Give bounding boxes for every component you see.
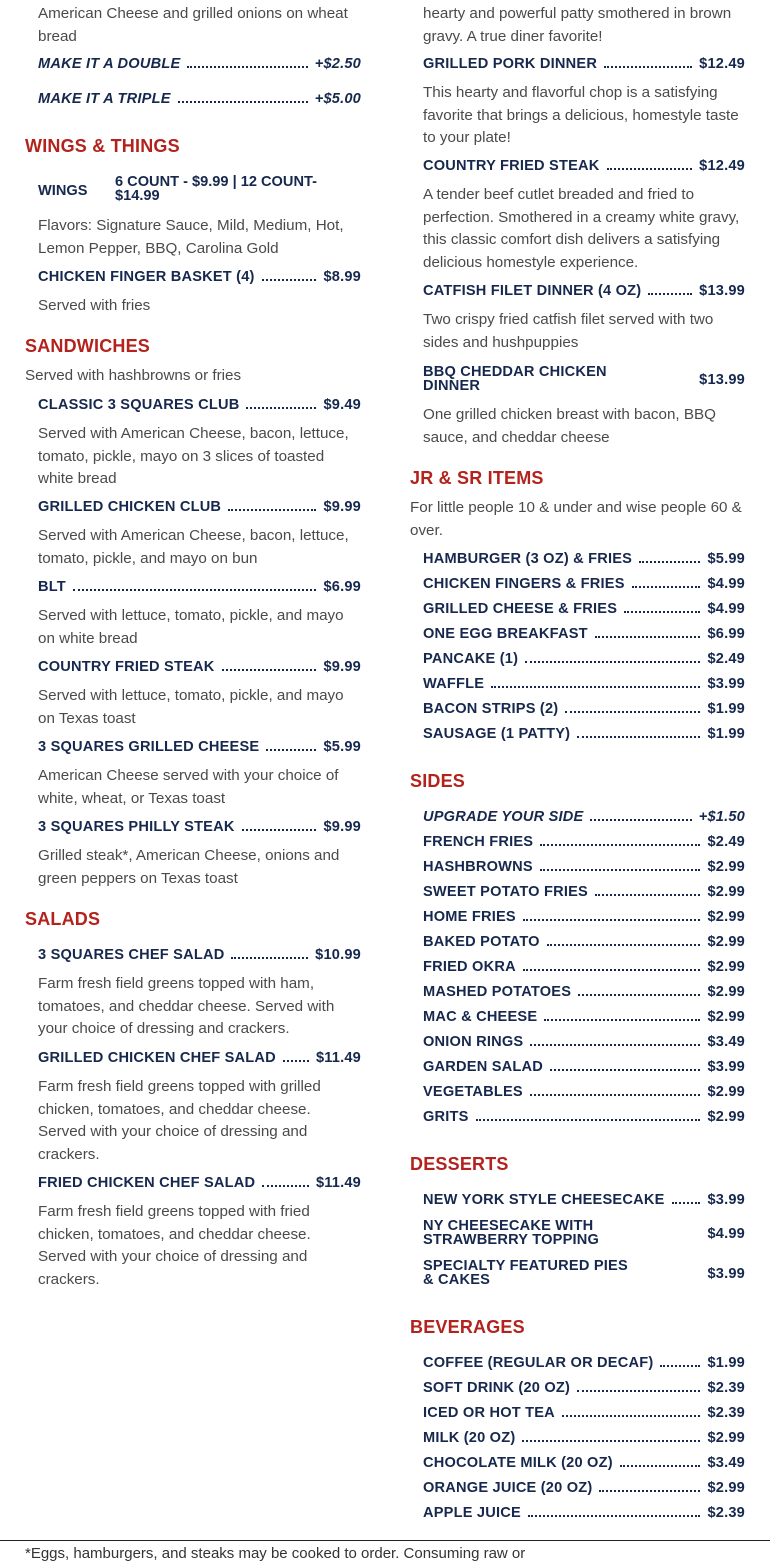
item-name: MILK (20 OZ) [423,1430,516,1446]
menu-item-mashed-potatoes[interactable] [423,984,745,1000]
dot-leader [639,561,700,563]
item-description: Farm fresh field greens topped with grilled chicken, tomatoes, and cheddar cheese. Served with your choice of dressing and crackers. [38,1078,321,1163]
item-name: FRIED OKRA [423,959,516,975]
item-price: $11.49 [315,1175,361,1191]
menu-item-chicken-finger-basket[interactable] [38,269,361,285]
item-price: $2.99 [707,1084,745,1100]
item-name: BAKED POTATO [423,934,540,950]
menu-item-onion-rings[interactable] [423,1034,745,1050]
dot-leader [648,293,692,295]
item-price: $5.99 [323,739,361,755]
item-price: $4.99 [707,1226,745,1242]
item-price: $2.99 [707,1009,745,1025]
item-price: $13.99 [699,283,745,299]
dot-leader [187,66,307,68]
item-description: American Cheese and grilled onions on wheat bread [38,5,348,45]
dot-leader [266,749,316,751]
menu-item-hashbrowns[interactable] [423,859,745,875]
item-price: $2.99 [707,859,745,875]
section-heading-wings-things: WINGS & THINGS [25,136,180,156]
item-name: CHOCOLATE MILK (20 OZ) [423,1455,613,1471]
item-name: SOFT DRINK (20 OZ) [423,1380,571,1396]
section-heading-desserts: DESSERTS [410,1154,509,1174]
item-name: GRILLED CHEESE & FRIES [423,601,618,617]
item-price: $4.99 [707,576,745,592]
item-name: WINGS [38,183,88,199]
item-price: $2.99 [707,984,745,1000]
item-price: $2.99 [707,934,745,950]
item-price: $2.39 [707,1405,745,1421]
menu-item-blt[interactable] [38,579,361,595]
dot-leader [607,168,693,170]
item-name: CLASSIC 3 SQUARES CLUB [38,397,240,413]
dot-leader [522,1440,700,1442]
item-price: 6 COUNT - $9.99 | 12 COUNT- $14.99 [115,174,317,204]
dot-leader [620,1465,701,1467]
item-price: $2.99 [707,884,745,900]
item-price: $6.99 [323,579,361,595]
menu-item-chicken-fingers-fries[interactable] [423,576,745,592]
dot-leader [595,894,701,896]
item-name: ONION RINGS [423,1034,524,1050]
menu-item-grits[interactable] [423,1109,745,1125]
item-name: APPLE JUICE [423,1505,521,1521]
item-price: $13.99 [699,372,745,388]
dot-leader [624,611,700,613]
item-name: UPGRADE YOUR SIDE [423,809,584,825]
item-price: $11.49 [315,1050,361,1066]
item-name: BACON STRIPS (2) [423,701,559,717]
menu-item-grilled-cheese-fries[interactable] [423,601,745,617]
dot-leader [547,944,701,946]
item-price: $1.99 [707,1355,745,1371]
dot-leader [544,1019,700,1021]
item-name: HAMBURGER (3 OZ) & FRIES [423,551,633,567]
dot-leader [562,1415,701,1417]
menu-item-chocolate-milk[interactable] [423,1455,745,1471]
item-description: Served with lettuce, tomato, pickle, and mayo on white bread [38,607,344,647]
dot-leader [476,1119,701,1121]
item-price: $3.99 [707,676,745,692]
section-heading-sides: SIDES [410,771,466,791]
item-name: ORANGE JUICE (20 OZ) [423,1480,593,1496]
item-price: $2.99 [707,909,745,925]
item-description: A tender beef cutlet breaded and fried to perfection. Smothered in a creamy white gravy, this classic comfort dish delivers a satisfying delicious homestyle experience. [423,186,740,271]
menu-item-one-egg-breakfast[interactable] [423,626,745,642]
menu-item-bacon-strips[interactable] [423,701,745,717]
item-name: CHICKEN FINGERS & FRIES [423,576,625,592]
item-name: COFFEE (REGULAR OR DECAF) [423,1355,654,1371]
dot-leader [231,957,308,959]
dot-leader [577,736,700,738]
dot-leader [530,1044,700,1046]
item-name: GARDEN SALAD [423,1059,543,1075]
dot-leader [577,1390,700,1392]
dot-leader [262,1185,309,1187]
menu-item-iced-or-hot-tea[interactable] [423,1405,745,1421]
menu-item-fried-chicken-chef-salad[interactable] [38,1175,361,1191]
item-name: 3 SQUARES CHEF SALAD [38,947,225,963]
menu-item-baked-potato[interactable] [423,934,745,950]
menu-item-3-squares-philly-steak[interactable] [38,819,361,835]
item-price: $9.99 [323,819,361,835]
item-price: $1.99 [707,701,745,717]
menu-item-soft-drink[interactable] [423,1380,745,1396]
menu-item-coffee[interactable] [423,1355,745,1371]
menu-item-3-squares-grilled-cheese[interactable] [38,739,361,755]
item-description: hearty and powerful patty smothered in brown gravy. A true diner favorite! [423,5,732,45]
menu-item-mac-cheese[interactable] [423,1009,745,1025]
item-price: $1.99 [707,726,745,742]
menu-item-vegetables[interactable] [423,1084,745,1100]
item-price: $6.99 [707,626,745,642]
item-price: $8.99 [323,269,361,285]
item-price: $2.99 [707,1109,745,1125]
item-name: FRIED CHICKEN CHEF SALAD [38,1175,256,1191]
item-price: $12.49 [699,158,745,174]
menu-item-hamburger-fries[interactable] [423,551,745,567]
menu-item-catfish-filet-dinner[interactable] [423,283,745,299]
item-description: This hearty and flavorful chop is a satisfying favorite that brings a delicious, homestyle taste to your plate! [423,84,739,147]
item-price: $3.99 [707,1192,745,1208]
dot-leader [178,101,308,103]
dot-leader [530,1094,701,1096]
section-heading-sandwiches: SANDWICHES [25,336,151,356]
item-description: Served with lettuce, tomato, pickle, and mayo on Texas toast [38,687,344,727]
dot-leader [595,636,701,638]
dot-leader [660,1365,700,1367]
item-name: BLT [38,579,66,595]
item-name: MAKE IT A TRIPLE [38,91,171,107]
menu-item-waffle[interactable] [423,676,745,692]
item-name: NY CHEESECAKE WITH STRAWBERRY TOPPING [423,1218,600,1248]
item-name: GRITS [423,1109,469,1125]
menu-item-fried-okra[interactable] [423,959,745,975]
menu-item-bbq-cheddar-chicken-dinner[interactable] [423,365,745,393]
item-price: $2.99 [707,959,745,975]
menu-item-make-it-a-triple[interactable] [38,91,361,107]
item-price: $10.99 [315,947,361,963]
item-description: Grilled steak*, American Cheese, onions and green peppers on Texas toast [38,847,340,887]
item-name: GRILLED PORK DINNER [423,56,598,72]
item-name: GRILLED CHICKEN CLUB [38,499,222,515]
item-price: $2.99 [707,1480,745,1496]
dot-leader [632,586,701,588]
item-name: FRENCH FRIES [423,834,534,850]
menu-item-grilled-pork-dinner[interactable] [423,56,745,72]
dot-leader [73,589,317,591]
footer-disclaimer: *Eggs, hamburgers, and steaks may be cooked to order. Consuming raw or [25,1545,526,1562]
menu-item-grilled-chicken-chef-salad[interactable] [38,1050,361,1066]
item-name: MAC & CHEESE [423,1009,538,1025]
dot-leader [550,1069,701,1071]
item-price: +$5.00 [314,91,361,107]
item-description: Two crispy fried catfish filet served with two sides and hushpuppies [423,311,714,351]
item-name: MAKE IT A DOUBLE [38,56,181,72]
item-price: $9.99 [323,659,361,675]
menu-item-ny-cheesecake-strawberry[interactable] [423,1219,745,1247]
item-name: VEGETABLES [423,1084,523,1100]
menu-item-wings[interactable] [38,175,361,207]
menu-item-milk[interactable] [423,1430,745,1446]
item-price: $9.49 [323,397,361,413]
dot-leader [523,969,701,971]
dot-leader [523,919,701,921]
item-price: $9.99 [323,499,361,515]
menu-item-grilled-chicken-club[interactable] [38,499,361,515]
dot-leader [262,279,317,281]
dot-leader [228,509,316,511]
item-price: +$1.50 [698,809,745,825]
menu-item-new-york-style-cheesecake[interactable] [423,1192,745,1208]
item-name: SWEET POTATO FRIES [423,884,588,900]
item-name: ICED OR HOT TEA [423,1405,555,1421]
menu-item-country-fried-steak[interactable] [38,659,361,675]
menu-item-apple-juice[interactable] [423,1505,745,1521]
dot-leader [540,869,701,871]
dot-leader [604,66,692,68]
item-name: SAUSAGE (1 PATTY) [423,726,571,742]
item-price: $2.49 [707,651,745,667]
item-description: Served with fries [38,297,151,314]
menu-item-classic-3-squares-club[interactable] [38,397,361,413]
item-name: ONE EGG BREAKFAST [423,626,588,642]
item-price: $3.99 [707,1059,745,1075]
section-intro: Served with hashbrowns or fries [25,367,242,384]
dot-leader [578,994,700,996]
dot-leader [599,1490,700,1492]
dot-leader [590,819,691,821]
dot-leader [242,829,317,831]
footer-divider [0,1540,770,1541]
item-name: HOME FRIES [423,909,516,925]
item-price: $3.99 [707,1266,745,1282]
dot-leader [672,1202,701,1204]
item-name: 3 SQUARES GRILLED CHEESE [38,739,260,755]
item-price: $2.39 [707,1380,745,1396]
item-price: $5.99 [707,551,745,567]
item-price: +$2.50 [314,56,361,72]
item-price: $2.99 [707,1430,745,1446]
item-name: COUNTRY FRIED STEAK [38,659,215,675]
item-price: $4.99 [707,601,745,617]
menu-item-3-squares-chef-salad[interactable] [38,947,361,963]
item-description: Served with American Cheese, bacon, lettuce, tomato, pickle, and mayo on bun [38,527,349,567]
item-name: NEW YORK STYLE CHEESECAKE [423,1192,665,1208]
section-heading-salads: SALADS [25,909,101,929]
item-description: Farm fresh field greens topped with ham, tomatoes, and cheddar cheese. Served with your choice of dressing and crackers. [38,975,335,1038]
item-name: PANCAKE (1) [423,651,519,667]
item-name: BBQ CHEDDAR CHICKEN DINNER [423,364,607,394]
item-description: Farm fresh field greens topped with fried chicken, tomatoes, and cheddar cheese. Served with your choice of dressing and crackers. [38,1203,311,1288]
item-price: $12.49 [699,56,745,72]
item-name: WAFFLE [423,676,485,692]
menu-item-orange-juice[interactable] [423,1480,745,1496]
item-name: 3 SQUARES PHILLY STEAK [38,819,235,835]
section-intro: For little people 10 & under and wise people 60 & over. [410,499,742,539]
item-description: One grilled chicken breast with bacon, BBQ sauce, and cheddar cheese [423,406,716,446]
menu-item-upgrade-your-side[interactable] [423,809,745,825]
item-price: $3.49 [707,1455,745,1471]
menu-item-french-fries[interactable] [423,834,745,850]
section-heading-jr-sr-items: JR & SR ITEMS [410,468,544,488]
dot-leader [491,686,700,688]
menu-item-specialty-pies-cakes[interactable] [423,1259,745,1287]
item-name: HASHBROWNS [423,859,533,875]
dot-leader [525,661,700,663]
dot-leader [565,711,700,713]
dot-leader [528,1515,701,1517]
dot-leader [540,844,700,846]
dot-leader [222,669,317,671]
item-name: COUNTRY FRIED STEAK [423,158,600,174]
item-description: Flavors: Signature Sauce, Mild, Medium, Hot, Lemon Pepper, BBQ, Carolina Gold [38,217,344,257]
item-name: GRILLED CHICKEN CHEF SALAD [38,1050,276,1066]
item-price: $2.39 [707,1505,745,1521]
menu-item-make-it-a-double[interactable] [38,56,361,72]
item-description: Served with American Cheese, bacon, lettuce, tomato, pickle, mayo on 3 slices of toasted white bread [38,425,349,488]
menu-item-home-fries[interactable] [423,909,745,925]
item-name: SPECIALTY FEATURED PIES & CAKES [423,1258,628,1288]
menu-item-pancake[interactable] [423,651,745,667]
menu-item-country-fried-steak-dinner[interactable] [423,158,745,174]
menu-item-garden-salad[interactable] [423,1059,745,1075]
item-price: $3.49 [707,1034,745,1050]
item-name: MASHED POTATOES [423,984,572,1000]
item-description: American Cheese served with your choice of white, wheat, or Texas toast [38,767,339,807]
item-price: $2.49 [707,834,745,850]
menu-item-sausage[interactable] [423,726,745,742]
item-name: CATFISH FILET DINNER (4 OZ) [423,283,642,299]
menu-item-sweet-potato-fries[interactable] [423,884,745,900]
dot-leader [246,407,316,409]
section-heading-beverages: BEVERAGES [410,1317,525,1337]
item-name: CHICKEN FINGER BASKET (4) [38,269,255,285]
dot-leader [283,1060,309,1062]
